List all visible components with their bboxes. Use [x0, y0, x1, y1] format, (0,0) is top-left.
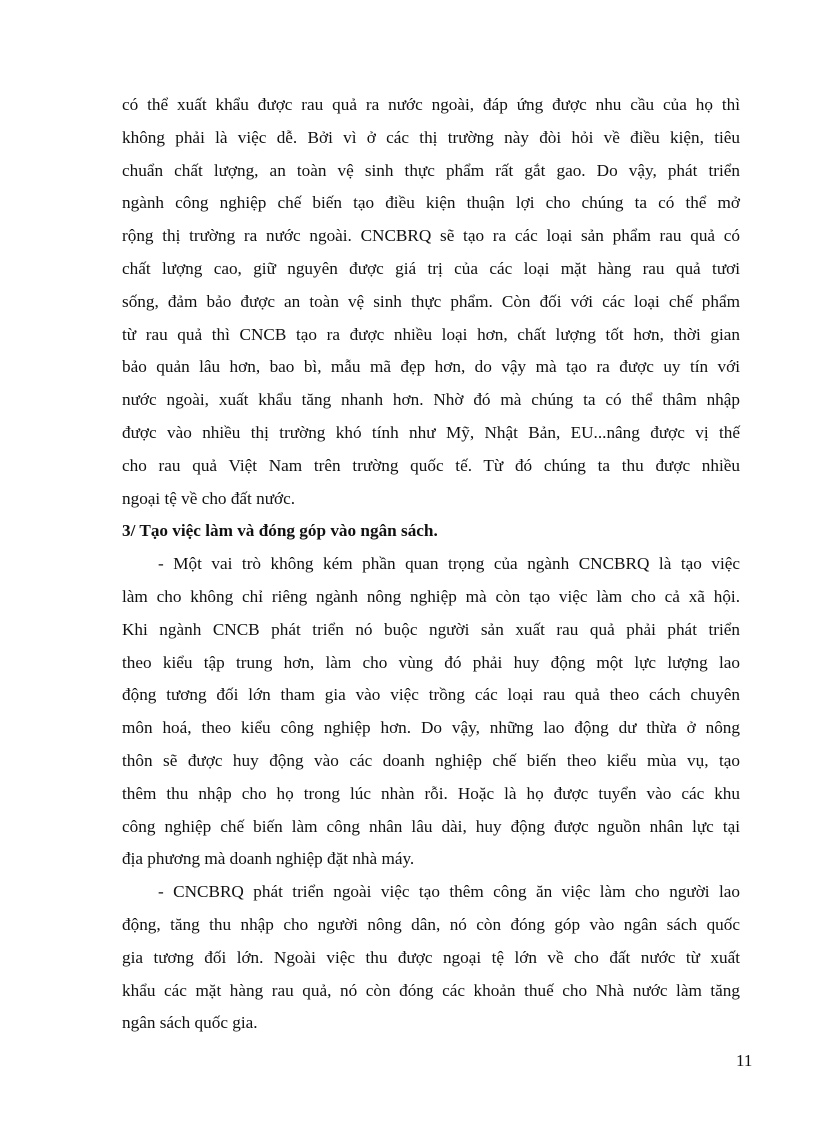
paragraph-employment: [122, 548, 740, 876]
text-line: địa phương mà doanh nghiệp đặt nhà máy.: [122, 849, 415, 869]
text-line: có thể xuất khẩu được rau quả ra nước ngoài, đáp ứng được nhu cầu của họ thì: [122, 95, 740, 114]
text-line: chuẩn chất lượng, an toàn vệ sinh thực phẩm rất gắt gao. Do vậy, phát triển: [122, 160, 740, 180]
text-line: ngành công nghiệp chế biến tạo điều kiện thuận lợi cho chúng ta có thể mở: [122, 193, 740, 213]
text-line: nước ngoài, xuất khẩu tăng nhanh hơn. Nhờ đó mà chúng ta có thể thâm nhập: [122, 390, 740, 410]
text-line: không phải là việc dễ. Bởi vì ở các thị trường này đòi hỏi về điều kiện, tiêu: [122, 127, 740, 147]
text-line: bảo quản lâu hơn, bao bì, mẫu mã đẹp hơn, do vậy mà tạo ra được uy tín với: [122, 357, 740, 377]
text-line: được vào nhiều thị trường khó tính như Mỹ, Nhật Bản, EU...nâng được vị thế: [122, 422, 740, 442]
text-line: thêm thu nhập cho họ trong lúc nhàn rỗi. Hoặc là họ được tuyển vào các khu: [122, 783, 740, 803]
page-number: 11: [736, 1051, 753, 1070]
text-line: cho rau quả Việt Nam trên trường quốc tế. Từ đó chúng ta thu được nhiều: [122, 455, 740, 475]
section-heading: 3/ Tạo việc làm và đóng góp vào ngân sách.: [122, 521, 438, 541]
text-line: chất lượng cao, giữ nguyên được giá trị của các loại mặt hàng rau quả tươi: [122, 258, 740, 278]
paragraph-budget: [122, 876, 740, 1040]
text-line: từ rau quả thì CNCB tạo ra được nhiều loại hơn, chất lượng tốt hơn, thời gian: [122, 324, 740, 344]
paragraph-export: [122, 89, 740, 515]
text-line: rộng thị trường ra nước ngoài. CNCBRQ sẽ tạo ra các loại sản phẩm rau quả có: [122, 226, 740, 246]
text-line: làm cho không chỉ riêng ngành nông nghiệp mà còn tạo việc làm cho cả xã hội.: [122, 586, 740, 606]
text-line: - CNCBRQ phát triển ngoài việc tạo thêm công ăn việc làm cho người lao: [158, 882, 740, 902]
text-line: - Một vai trò không kém phần quan trọng của ngành CNCBRQ là tạo việc: [158, 554, 740, 574]
text-line: động, tăng thu nhập cho người nông dân, nó còn đóng góp vào ngân sách quốc: [122, 914, 740, 934]
text-line: ngân sách quốc gia.: [122, 1013, 258, 1033]
text-line: thôn sẽ được huy động vào các doanh nghiệp chế biến theo kiểu mùa vụ, tạo: [122, 750, 740, 770]
text-line: khẩu các mặt hàng rau quả, nó còn đóng các khoản thuế cho Nhà nước làm tăng: [122, 980, 740, 1000]
document-page: [122, 89, 740, 1040]
text-line: môn hoá, theo kiểu công nghiệp hơn. Do vậy, những lao động dư thừa ở nông: [122, 718, 740, 738]
text-line: Khi ngành CNCB phát triển nó buộc người sản xuất rau quả phải phát triển: [122, 619, 740, 639]
text-line: theo kiểu tập trung hơn, làm cho vùng đó phải huy động một lực lượng lao: [122, 652, 740, 672]
text-line: công nghiệp chế biến làm công nhân lâu dài, huy động được nguồn nhân lực tại: [122, 816, 740, 836]
text-line: ngoại tệ về cho đất nước.: [122, 488, 296, 508]
text-line: động tương đối lớn tham gia vào việc trồng các loại rau quả theo cách chuyên: [122, 685, 740, 705]
text-line: sống, đảm bảo được an toàn vệ sinh thực phẩm. Còn đối với các loại chế phẩm: [122, 291, 740, 311]
text-line: gia tương đối lớn. Ngoài việc thu được ngoại tệ lớn về cho đất nước từ xuất: [122, 947, 740, 967]
